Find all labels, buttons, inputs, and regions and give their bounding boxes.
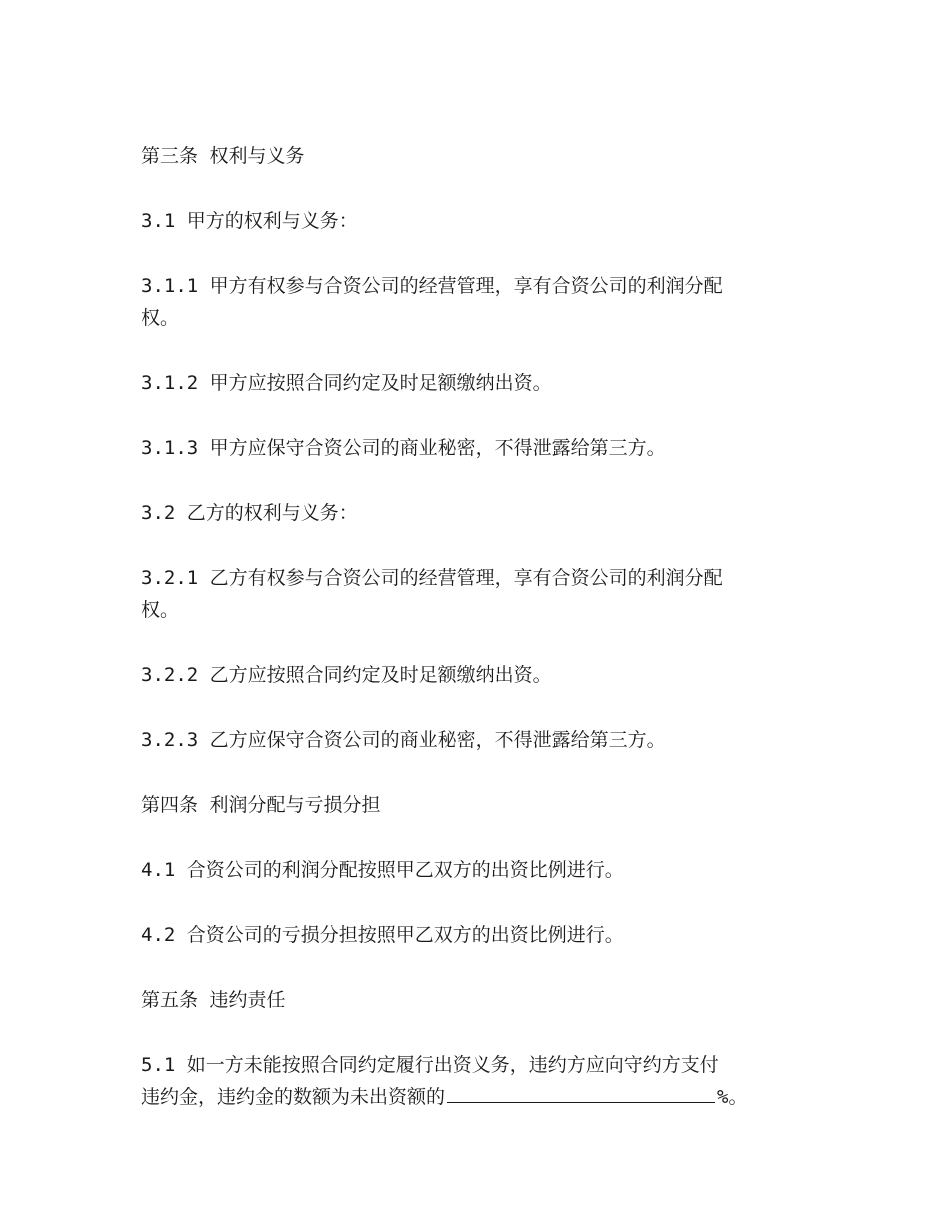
- article-3-heading: 第三条 权利与义务: [141, 145, 305, 167]
- clause-3-2-1-line-2: 权。: [141, 599, 180, 621]
- clause-3-1-1-line-1: 3.1.1 甲方有权参与合资公司的经营管理，享有合资公司的利润分配: [141, 275, 723, 297]
- clause-3-1-2: 3.1.2 甲方应按照合同约定及时足额缴纳出资。: [141, 372, 552, 394]
- clause-3-2-2: 3.2.2 乙方应按照合同约定及时足额缴纳出资。: [141, 664, 552, 686]
- clause-3-1: 3.1 甲方的权利与义务：: [141, 210, 358, 232]
- clause-3-2: 3.2 乙方的权利与义务：: [141, 502, 358, 524]
- clause-3-2-1-line-1: 3.2.1 乙方有权参与合资公司的经营管理，享有合资公司的利润分配: [141, 567, 723, 589]
- article-4-heading: 第四条 利润分配与亏损分担: [141, 794, 381, 816]
- percent-suffix: %。: [717, 1086, 748, 1108]
- clause-4-2: 4.2 合资公司的亏损分担按照甲乙双方的出资比例进行。: [141, 924, 624, 946]
- clause-3-1-1-line-2: 权。: [141, 307, 180, 329]
- clause-5-1-line-2-text: 违约金，违约金的数额为未出资额的: [141, 1086, 446, 1108]
- clause-3-1-3: 3.1.3 甲方应保守合资公司的商业秘密，不得泄露给第三方。: [141, 437, 666, 459]
- clause-5-1-line-1: 5.1 如一方未能按照合同约定履行出资义务，违约方应向守约方支付: [141, 1054, 719, 1076]
- clause-3-2-3: 3.2.3 乙方应保守合资公司的商业秘密，不得泄露给第三方。: [141, 729, 666, 751]
- clause-4-1: 4.1 合资公司的利润分配按照甲乙双方的出资比例进行。: [141, 859, 624, 881]
- clause-5-1-line-2: [141, 1081, 801, 1113]
- article-5-heading: 第五条 违约责任: [141, 989, 286, 1011]
- penalty-percent-blank: [447, 1082, 715, 1103]
